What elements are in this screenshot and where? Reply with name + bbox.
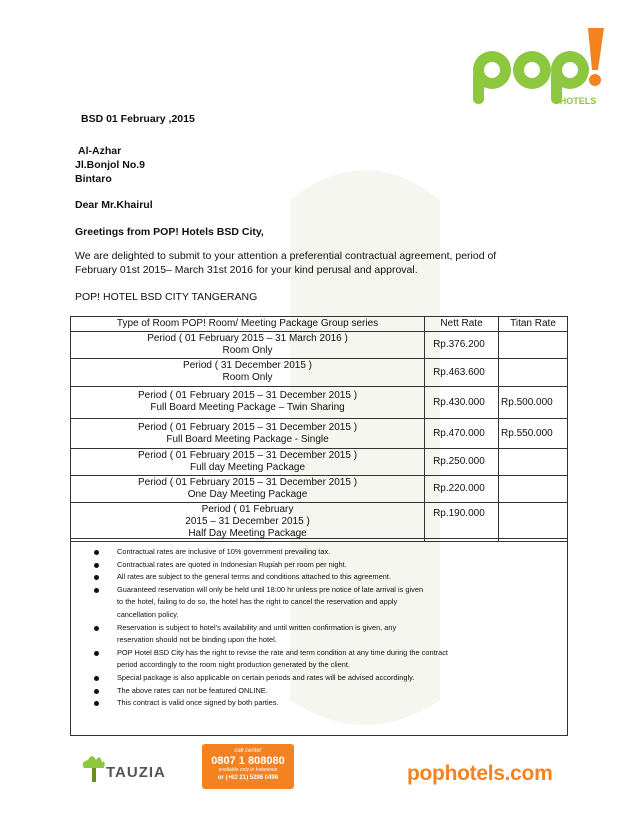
- row-description: Period ( 31 December 2015 ) Room Only: [71, 359, 425, 387]
- titan-rate: Rp.550.000: [499, 419, 568, 449]
- bullet-icon: [94, 689, 99, 694]
- titan-rate: [499, 332, 568, 359]
- pop-hotels-logo: [466, 24, 606, 112]
- table-row: [71, 503, 568, 542]
- body-line-1: We are delighted to submit to your attention a preferential contractual agreement, period of: [75, 250, 497, 262]
- rates-table: [70, 316, 568, 542]
- term-item: All rates are subject to the general terms and conditions attached to this agreement.: [71, 571, 567, 584]
- term-item: Contractual rates are inclusive of 10% government prevailing tax.: [71, 546, 567, 559]
- term-item: POP Hotel BSD City has the right to revise the rate and term condition at any time during the contract period accordingly to the room night production generated by the client.: [71, 647, 567, 672]
- terms-box: [70, 538, 568, 736]
- call-center-note: available only in Indonesia: [218, 767, 278, 773]
- salutation: Dear Mr.Khairul: [75, 199, 153, 211]
- term-item: Contractual rates are quoted in Indonesian Rupiah per room per night.: [71, 559, 567, 572]
- term-item: Special package is also applicable on certain periods and rates will be advised accordingly.: [71, 672, 567, 685]
- nett-rate: Rp.376.200: [425, 332, 499, 359]
- call-center-alt: or (+62 21) 5296 0496: [217, 775, 279, 781]
- body-line-2: February 01st 2015– March 31st 2016 for your kind perusal and approval.: [75, 264, 418, 276]
- titan-rate: [499, 503, 568, 542]
- row-description: Period ( 01 February 2015 – 31 March 2016 ) Room Only: [71, 332, 425, 359]
- address-line-1: Al-Azhar: [78, 145, 122, 157]
- call-center-label: call center: [234, 748, 262, 754]
- greeting: Greetings from POP! Hotels BSD City,: [75, 226, 264, 238]
- table-row: [71, 476, 568, 503]
- bullet-icon: [94, 626, 99, 631]
- table-row: [71, 359, 568, 387]
- term-item: The above rates can not be featured ONLINE.: [71, 685, 567, 698]
- call-center-badge: [202, 744, 294, 789]
- row-description: Period ( 01 February 2015 – 31 December 2015 ) Full Board Meeting Package – Twin Sharing: [71, 387, 425, 419]
- nett-rate: Rp.463.600: [425, 359, 499, 387]
- titan-rate: [499, 449, 568, 476]
- address-line-2: Jl.Bonjol No.9: [75, 159, 146, 171]
- bullet-icon: [94, 588, 99, 593]
- nett-rate: Rp.220.000: [425, 476, 499, 503]
- term-item: This contract is valid once signed by both parties.: [71, 697, 567, 710]
- header-nett: Nett Rate: [425, 317, 499, 332]
- titan-rate: Rp.500.000: [499, 387, 568, 419]
- table-row: [71, 449, 568, 476]
- bullet-icon: [94, 676, 99, 681]
- header-type: Type of Room POP! Room/ Meeting Package Group series: [71, 317, 425, 332]
- row-description: Period ( 01 February 2015 – 31 December 2015 ) Half Day Meeting Package: [71, 503, 425, 542]
- header-titan: Titan Rate: [499, 317, 568, 332]
- address-line-3: Bintaro: [75, 173, 112, 185]
- nett-rate: Rp.470.000: [425, 419, 499, 449]
- term-item: Reservation is subject to hotel’s availability and until written confirmation is given, any reservation should not be binding upon the hotel.: [71, 622, 567, 647]
- hotel-name: POP! HOTEL BSD CITY TANGERANG: [75, 291, 258, 303]
- table-header-row: [71, 317, 568, 332]
- nett-rate: Rp.430.000: [425, 387, 499, 419]
- table-row: [71, 419, 568, 449]
- call-center-number: 0807 1 808080: [211, 755, 285, 767]
- titan-rate: [499, 359, 568, 387]
- bullet-icon: [94, 701, 99, 706]
- titan-rate: [499, 476, 568, 503]
- terms-list: [71, 539, 567, 710]
- tauzia-text: TAUZIA: [106, 764, 166, 781]
- table-row: [71, 332, 568, 359]
- bullet-icon: [94, 575, 99, 580]
- table-row: [71, 387, 568, 419]
- term-item: Guaranteed reservation will only be held until 18:00 hr unless pre notice of late arrival is given to the hotel, failing to do so, the hotel has the right to cancel the reservation and apply cancellation policy.: [71, 584, 567, 622]
- website-link[interactable]: pophotels.com: [407, 762, 553, 785]
- nett-rate: Rp.190.000: [425, 503, 499, 542]
- bullet-icon: [94, 563, 99, 568]
- nett-rate: Rp.250.000: [425, 449, 499, 476]
- row-description: Period ( 01 February 2015 – 31 December 2015 ) One Day Meeting Package: [71, 476, 425, 503]
- tauzia-logo: [80, 750, 180, 786]
- bullet-icon: [94, 550, 99, 555]
- row-description: Period ( 01 February 2015 – 31 December 2015 ) Full Board Meeting Package - Single: [71, 419, 425, 449]
- logo-sub: HOTELS: [559, 96, 597, 106]
- bullet-icon: [94, 651, 99, 656]
- letter-date: BSD 01 February ,2015: [81, 113, 195, 125]
- row-description: Period ( 01 February 2015 – 31 December 2015 ) Full day Meeting Package: [71, 449, 425, 476]
